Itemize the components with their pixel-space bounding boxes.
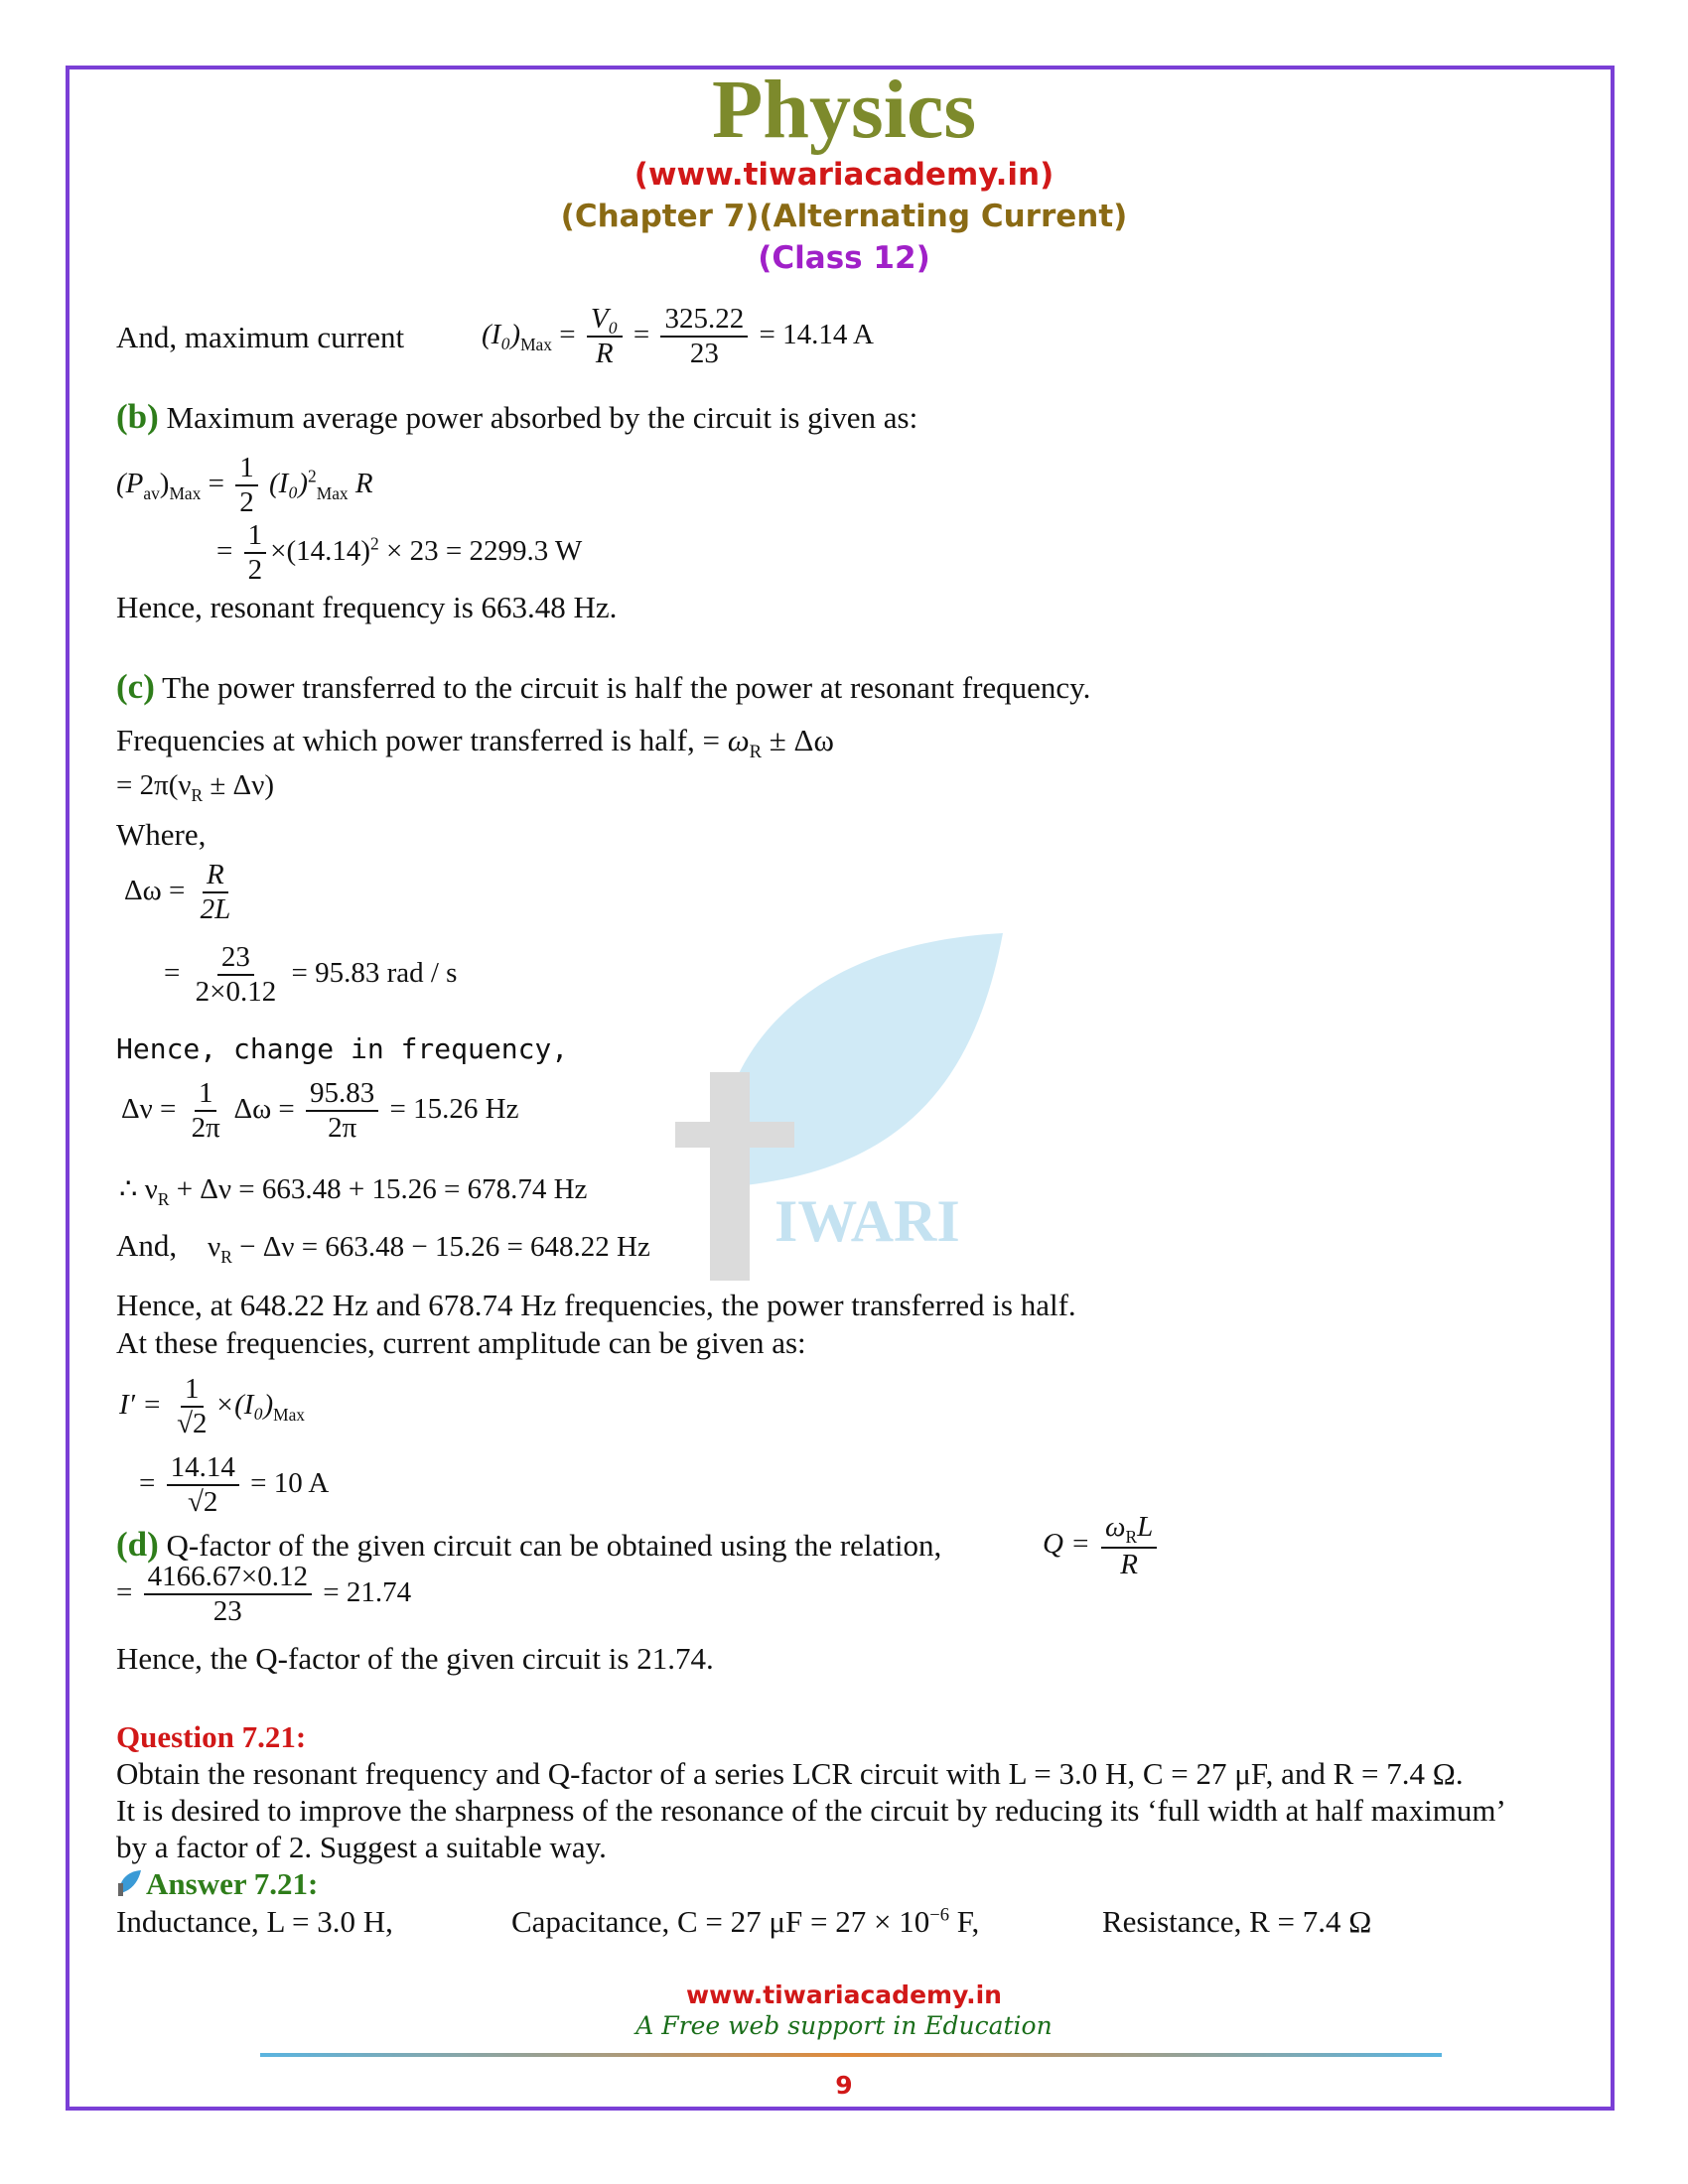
pav-equation-2: = $\frac{1}{2}$ $\times(14.14)^2 \times 23 = 2299.3$ W	[216, 519, 583, 587]
answer-inductance: Inductance, L = 3.0 H,	[116, 1904, 393, 1939]
diff-frequency-line: And, $\nu_R - \Delta\nu = 663.48 - 15.26 = 648.22$ Hz	[116, 1228, 650, 1267]
part-b-text: Maximum average power absorbed by the circuit is given as:	[166, 400, 918, 435]
part-c-label: (c)	[116, 667, 155, 706]
q-factor-value: = $\frac{4166.67\times 0.12}{23}$ = 21.74	[116, 1561, 412, 1628]
header-chapter: (Chapter 7)(Alternating Current)	[560, 199, 1128, 234]
answer-leaf-icon	[116, 1869, 142, 1897]
question-label: Question 7.21:	[116, 1719, 307, 1754]
part-d-text: Q-factor of the given circuit can be obtained using the relation,	[166, 1528, 942, 1563]
question-line-2: It is desired to improve the sharpness of the resonance of the circuit by reducing its ‘full width at half maximum’	[116, 1793, 1506, 1828]
where-label: Where,	[116, 817, 207, 852]
page-number: 9	[835, 2071, 853, 2100]
delta-omega-value: = $\frac{23}{2\times 0.12}$ = 95.83 rad / s	[164, 941, 458, 1009]
part-d-label: (d)	[116, 1525, 159, 1564]
resonant-frequency-text: Hence, resonant frequency is 663.48 Hz.	[116, 590, 618, 624]
amplitude-text: At these frequencies, current amplitude can be given as:	[116, 1325, 806, 1360]
delta-nu-equation: Δν = $\frac{1}{2\pi}$ Δω = $\frac{95.83}{2\pi}$ = 15.26 Hz	[121, 1077, 519, 1145]
page-title: Physics	[711, 64, 977, 156]
answer-capacitance: Capacitance, C = 27 $\mu F = 27 \times 10^{-6}$ F,	[511, 1904, 980, 1939]
question-line-3: by a factor of 2. Suggest a suitable way.	[116, 1830, 607, 1864]
delta-omega-equation: Δω = $\frac{R}{2L}$	[124, 859, 231, 926]
header-class: (Class 12)	[758, 240, 930, 276]
sum-frequency-equation: ∴ $\nu_R + \Delta\nu = 663.48 + 15.26 = 678.74$ Hz	[119, 1173, 588, 1209]
two-pi-line: = $2\pi(\nu_R \pm \Delta\nu)$	[116, 769, 274, 805]
footer-tagline: A Free web support in Education	[635, 2011, 1053, 2040]
change-frequency-text: Hence, change in frequency,	[116, 1032, 569, 1065]
header-site: (www.tiwariacademy.in)	[633, 157, 1055, 193]
max-current-label: And, maximum current	[116, 320, 405, 354]
q-factor-formula: Q = $\frac{\omega_RL}{R}$	[1043, 1511, 1161, 1581]
half-power-line: Frequencies at which power transferred is half, = $\omega_R \pm \Delta\omega$	[116, 723, 834, 763]
half-power-result-text: Hence, at 648.22 Hz and 678.74 Hz frequencies, the power transferred is half.	[116, 1288, 1076, 1322]
part-c	[116, 667, 1090, 707]
watermark-t-stem	[710, 1072, 750, 1281]
pav-equation-1: $(P_{av})_{Max}$ = $\frac{1}{2}$ $(I_0)^2_{Max}$ R	[116, 452, 373, 519]
i-prime-equation: I′ = $\frac{1}{√2}$ $\times(I_0)_{Max}$	[119, 1373, 306, 1440]
watermark-leaf	[715, 933, 1003, 1186]
watermark-t-bar	[675, 1122, 794, 1148]
max-current-equation: $(I_0)_{Max}$ = $\frac{\text{V₀}}{R}$ = $\frac{325.22}{23}$ = 14.14 A	[482, 303, 874, 370]
part-b	[116, 397, 917, 437]
part-b-label: (b)	[116, 397, 159, 436]
answer-heading	[116, 1866, 318, 1902]
watermark-text: IWARI	[774, 1188, 960, 1254]
q-factor-result-text: Hence, the Q-factor of the given circuit is 21.74.	[116, 1641, 714, 1676]
footer-divider	[260, 2053, 1442, 2057]
i-prime-value: = $\frac{14.14}{√2}$ = 10 A	[139, 1451, 330, 1519]
answer-label: Answer 7.21:	[146, 1866, 319, 1901]
footer-site: www.tiwariacademy.in	[686, 1980, 1002, 2009]
watermark-leaf-logo	[675, 923, 1033, 1291]
part-d	[116, 1525, 941, 1565]
question-line-1: Obtain the resonant frequency and Q-factor of a series LCR circuit with L = 3.0 H, C = 27 μF, and R = 7.4 Ω.	[116, 1756, 1464, 1791]
part-c-text: The power transferred to the circuit is half the power at resonant frequency.	[162, 670, 1091, 705]
answer-resistance: Resistance, R = 7.4 Ω	[1102, 1904, 1372, 1939]
